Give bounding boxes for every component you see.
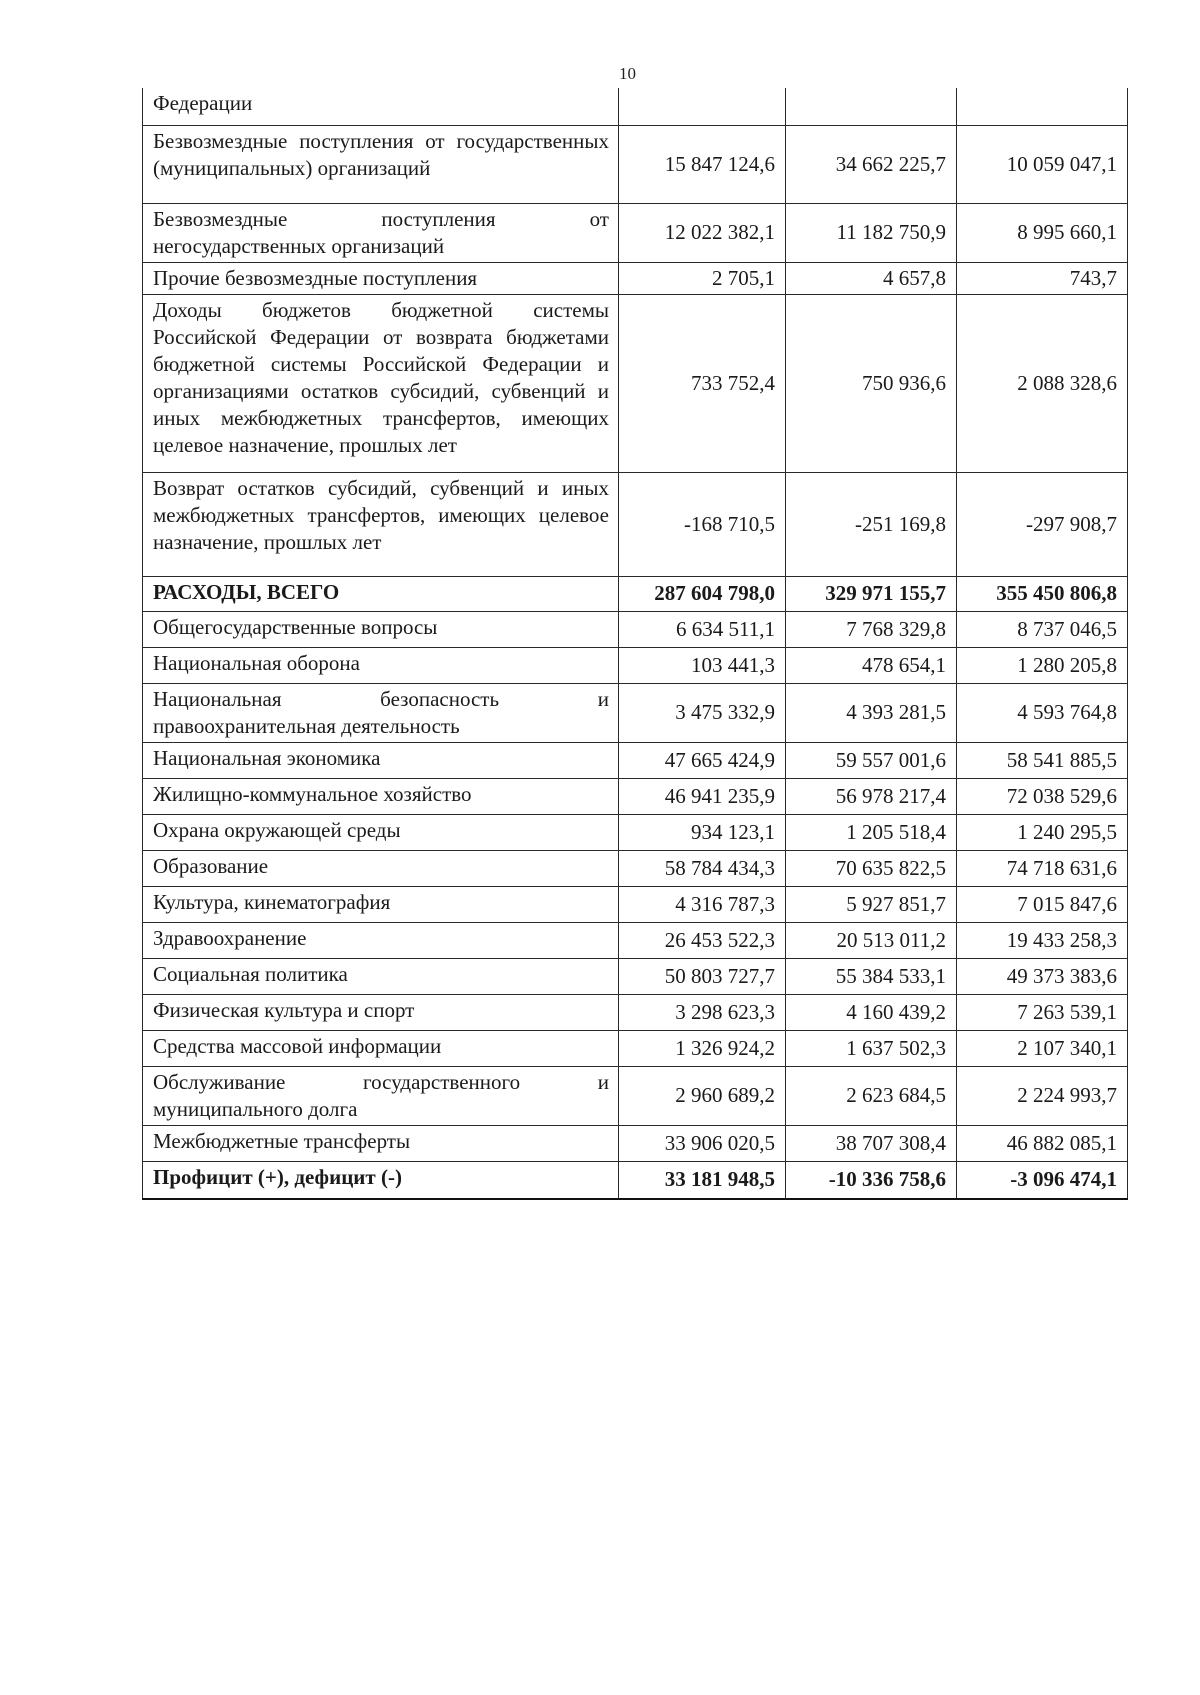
value-col-1 <box>619 88 786 125</box>
value-col-3: 46 882 085,1 <box>957 1125 1128 1161</box>
value-col-3: 2 107 340,1 <box>957 1030 1128 1066</box>
value-col-2: 55 384 533,1 <box>786 958 957 994</box>
row-label: Безвозмездные поступления от негосударственных организаций <box>143 203 619 262</box>
value-col-3: 355 450 806,8 <box>957 576 1128 611</box>
value-col-2: -251 169,8 <box>786 472 957 576</box>
value-col-2: 2 623 684,5 <box>786 1066 957 1125</box>
value-col-3: 72 038 529,6 <box>957 778 1128 814</box>
value-col-3: 49 373 383,6 <box>957 958 1128 994</box>
value-col-3 <box>957 88 1128 125</box>
value-col-3: 7 015 847,6 <box>957 886 1128 922</box>
value-col-2: -10 336 758,6 <box>786 1161 957 1199</box>
row-label: РАСХОДЫ, ВСЕГО <box>143 576 619 611</box>
row-label: Культура, кинематография <box>143 886 619 922</box>
table-row <box>143 262 1128 294</box>
row-label: Социальная политика <box>143 958 619 994</box>
row-label: Здравоохранение <box>143 922 619 958</box>
value-col-3: -3 096 474,1 <box>957 1161 1128 1199</box>
row-label: Возврат остатков субсидий, субвенций и иных межбюджетных трансфертов, имеющих целевое назначение, прошлых лет <box>143 472 619 576</box>
value-col-2 <box>786 88 957 125</box>
row-label: Федерации <box>143 88 619 125</box>
table-row <box>143 611 1128 647</box>
value-col-1: 934 123,1 <box>619 814 786 850</box>
table-row <box>143 647 1128 683</box>
table-row <box>143 1161 1128 1199</box>
value-col-1: 58 784 434,3 <box>619 850 786 886</box>
row-label: Межбюджетные трансферты <box>143 1125 619 1161</box>
table-row <box>143 576 1128 611</box>
value-col-2: 70 635 822,5 <box>786 850 957 886</box>
table-row <box>143 886 1128 922</box>
value-col-3: 8 995 660,1 <box>957 203 1128 262</box>
table-row <box>143 1066 1128 1125</box>
row-label: Средства массовой информации <box>143 1030 619 1066</box>
row-label: Физическая культура и спорт <box>143 994 619 1030</box>
value-col-3: 2 088 328,6 <box>957 294 1128 472</box>
value-col-2: 38 707 308,4 <box>786 1125 957 1161</box>
table-row <box>143 683 1128 742</box>
value-col-1: 15 847 124,6 <box>619 125 786 203</box>
value-col-3: 19 433 258,3 <box>957 922 1128 958</box>
table-row <box>143 203 1128 262</box>
value-col-1: 3 298 623,3 <box>619 994 786 1030</box>
value-col-1: 33 181 948,5 <box>619 1161 786 1199</box>
value-col-3: 8 737 046,5 <box>957 611 1128 647</box>
value-col-3: 743,7 <box>957 262 1128 294</box>
row-label: Прочие безвозмездные поступления <box>143 262 619 294</box>
value-col-1: 47 665 424,9 <box>619 742 786 778</box>
row-label: Национальная экономика <box>143 742 619 778</box>
value-col-3: 4 593 764,8 <box>957 683 1128 742</box>
table-row <box>143 850 1128 886</box>
value-col-2: 329 971 155,7 <box>786 576 957 611</box>
row-label: Общегосударственные вопросы <box>143 611 619 647</box>
value-col-2: 20 513 011,2 <box>786 922 957 958</box>
value-col-1: 287 604 798,0 <box>619 576 786 611</box>
value-col-2: 59 557 001,6 <box>786 742 957 778</box>
table-row <box>143 994 1128 1030</box>
value-col-3: 1 280 205,8 <box>957 647 1128 683</box>
value-col-3: 74 718 631,6 <box>957 850 1128 886</box>
value-col-2: 1 637 502,3 <box>786 1030 957 1066</box>
value-col-2: 4 160 439,2 <box>786 994 957 1030</box>
value-col-1: -168 710,5 <box>619 472 786 576</box>
value-col-1: 2 705,1 <box>619 262 786 294</box>
value-col-1: 12 022 382,1 <box>619 203 786 262</box>
row-label: Безвозмездные поступления от государственных (муниципальных) организаций <box>143 125 619 203</box>
row-label: Профицит (+), дефицит (-) <box>143 1161 619 1199</box>
value-col-1: 46 941 235,9 <box>619 778 786 814</box>
value-col-1: 733 752,4 <box>619 294 786 472</box>
page-number: 10 <box>619 64 636 83</box>
row-label: Образование <box>143 850 619 886</box>
value-col-1: 103 441,3 <box>619 647 786 683</box>
value-col-2: 4 657,8 <box>786 262 957 294</box>
table-row <box>143 958 1128 994</box>
budget-table-body <box>143 88 1128 1199</box>
value-col-3: -297 908,7 <box>957 472 1128 576</box>
row-label: Обслуживание государственного и муниципального долга <box>143 1066 619 1125</box>
value-col-1: 50 803 727,7 <box>619 958 786 994</box>
value-col-2: 1 205 518,4 <box>786 814 957 850</box>
value-col-2: 11 182 750,9 <box>786 203 957 262</box>
value-col-2: 4 393 281,5 <box>786 683 957 742</box>
value-col-2: 478 654,1 <box>786 647 957 683</box>
table-row <box>143 125 1128 203</box>
value-col-1: 4 316 787,3 <box>619 886 786 922</box>
value-col-1: 2 960 689,2 <box>619 1066 786 1125</box>
value-col-1: 33 906 020,5 <box>619 1125 786 1161</box>
row-label: Национальная безопасность и правоохранительная деятельность <box>143 683 619 742</box>
row-label: Национальная оборона <box>143 647 619 683</box>
value-col-3: 10 059 047,1 <box>957 125 1128 203</box>
value-col-1: 1 326 924,2 <box>619 1030 786 1066</box>
value-col-2: 56 978 217,4 <box>786 778 957 814</box>
row-label: Охрана окружающей среды <box>143 814 619 850</box>
table-row <box>143 814 1128 850</box>
value-col-2: 7 768 329,8 <box>786 611 957 647</box>
value-col-3: 58 541 885,5 <box>957 742 1128 778</box>
value-col-3: 1 240 295,5 <box>957 814 1128 850</box>
table-row <box>143 778 1128 814</box>
table-row <box>143 88 1128 125</box>
value-col-3: 2 224 993,7 <box>957 1066 1128 1125</box>
value-col-1: 6 634 511,1 <box>619 611 786 647</box>
value-col-2: 34 662 225,7 <box>786 125 957 203</box>
table-row <box>143 472 1128 576</box>
row-label: Доходы бюджетов бюджетной системы Российской Федерации от возврата бюджетами бюджетной системы Российской Федерации и организациями остатков субсидий, субвенций и иных межбюджетных трансфертов, имеющих целевое назначение, прошлых лет <box>143 294 619 472</box>
table-row <box>143 742 1128 778</box>
table-row <box>143 922 1128 958</box>
value-col-2: 750 936,6 <box>786 294 957 472</box>
budget-table <box>142 88 1128 1200</box>
row-label: Жилищно-коммунальное хозяйство <box>143 778 619 814</box>
table-row <box>143 1030 1128 1066</box>
table-row <box>143 1125 1128 1161</box>
value-col-3: 7 263 539,1 <box>957 994 1128 1030</box>
table-row <box>143 294 1128 472</box>
value-col-2: 5 927 851,7 <box>786 886 957 922</box>
value-col-1: 3 475 332,9 <box>619 683 786 742</box>
value-col-1: 26 453 522,3 <box>619 922 786 958</box>
